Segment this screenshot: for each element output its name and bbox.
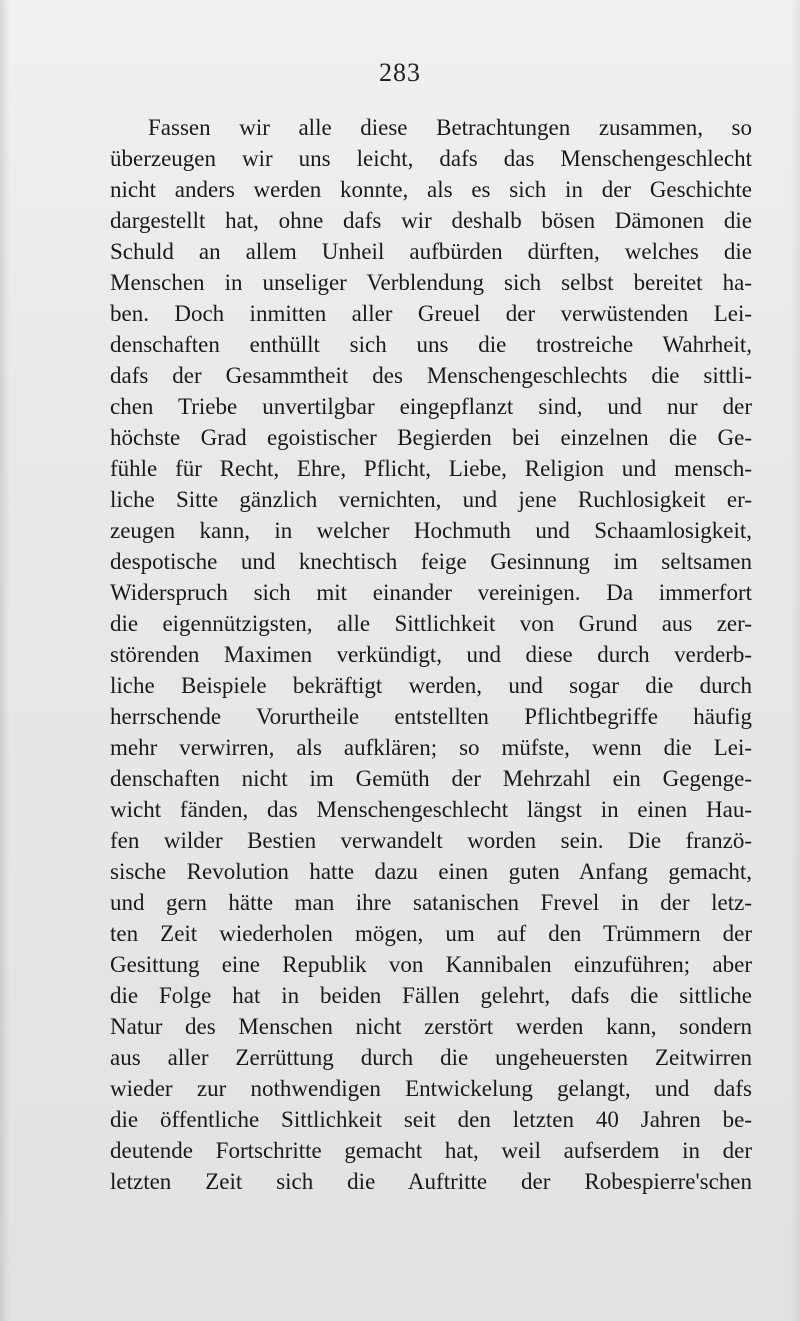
body-text	[110, 112, 752, 1197]
text-line: dargestellt hat, ohne dafs wir deshalb bösen Dämonen die	[110, 208, 752, 233]
text-line: zeugen kann, in welcher Hochmuth und Schaamlosigkeit,	[110, 518, 752, 543]
text-line: dafs der Gesammtheit des Menschengeschlechts die sittli-	[110, 363, 752, 388]
text-line: despotische und knechtisch feige Gesinnung im seltsamen	[110, 549, 752, 574]
text-line: fühle für Recht, Ehre, Pflicht, Liebe, Religion und mensch-	[110, 456, 752, 481]
text-line: aus aller Zerrüttung durch die ungeheuersten Zeitwirren	[110, 1045, 752, 1070]
text-line: nicht anders werden konnte, als es sich in der Geschichte	[110, 177, 752, 202]
text-line: liche Sitte gänzlich vernichten, und jene Ruchlosigkeit er-	[110, 487, 752, 512]
text-line: höchste Grad egoistischer Begierden bei einzelnen die Ge-	[110, 425, 752, 450]
text-line: die öffentliche Sittlichkeit seit den letzten 40 Jahren be-	[110, 1107, 752, 1132]
text-line: mehr verwirren, als aufklären; so müfste, wenn die Lei-	[110, 735, 752, 760]
text-line: Fassen wir alle diese Betrachtungen zusammen, so	[148, 115, 752, 140]
text-line: herrschende Vorurtheile entstellten Pflichtbegriffe häufig	[110, 704, 752, 729]
page-number: 283	[379, 58, 421, 87]
text-line: Schuld an allem Unheil aufbürden dürften, welches die	[110, 239, 752, 264]
text-line: deutende Fortschritte gemacht hat, weil aufserdem in der	[110, 1138, 752, 1163]
text-line: fen wilder Bestien verwandelt worden sein. Die franzö-	[110, 828, 752, 853]
text-line: denschaften enthüllt sich uns die trostreiche Wahrheit,	[110, 332, 752, 357]
text-line: Natur des Menschen nicht zerstört werden kann, sondern	[110, 1014, 752, 1039]
text-line: ten Zeit wiederholen mögen, um auf den Trümmern der	[110, 921, 752, 946]
text-line: überzeugen wir uns leicht, dafs das Menschengeschlecht	[110, 146, 752, 171]
text-line: denschaften nicht im Gemüth der Mehrzahl ein Gegenge-	[110, 766, 752, 791]
text-line: Widerspruch sich mit einander vereinigen. Da immerfort	[110, 580, 752, 605]
text-line: störenden Maximen verkündigt, und diese durch verderb-	[110, 642, 752, 667]
text-line: wieder zur nothwendigen Entwickelung gelangt, und dafs	[110, 1076, 752, 1101]
text-line: chen Triebe unvertilgbar eingepflanzt sind, und nur der	[110, 394, 752, 419]
text-line: und gern hätte man ihre satanischen Frevel in der letz-	[110, 890, 752, 915]
text-line: Gesittung eine Republik von Kannibalen einzuführen; aber	[110, 952, 752, 977]
text-line: ben. Doch inmitten aller Greuel der verwüstenden Lei-	[110, 301, 752, 326]
text-line: die Folge hat in beiden Fällen gelehrt, dafs die sittliche	[110, 983, 752, 1008]
text-line: wicht fänden, das Menschengeschlecht längst in einen Hau-	[110, 797, 752, 822]
text-line: letzten Zeit sich die Auftritte der Robespierre'schen	[110, 1169, 752, 1194]
text-line: liche Beispiele bekräftigt werden, und sogar die durch	[110, 673, 752, 698]
text-line: die eigennützigsten, alle Sittlichkeit von Grund aus zer-	[110, 611, 752, 636]
text-line: sische Revolution hatte dazu einen guten Anfang gemacht,	[110, 859, 752, 884]
text-line: Menschen in unseliger Verblendung sich selbst bereitet ha-	[110, 270, 752, 295]
